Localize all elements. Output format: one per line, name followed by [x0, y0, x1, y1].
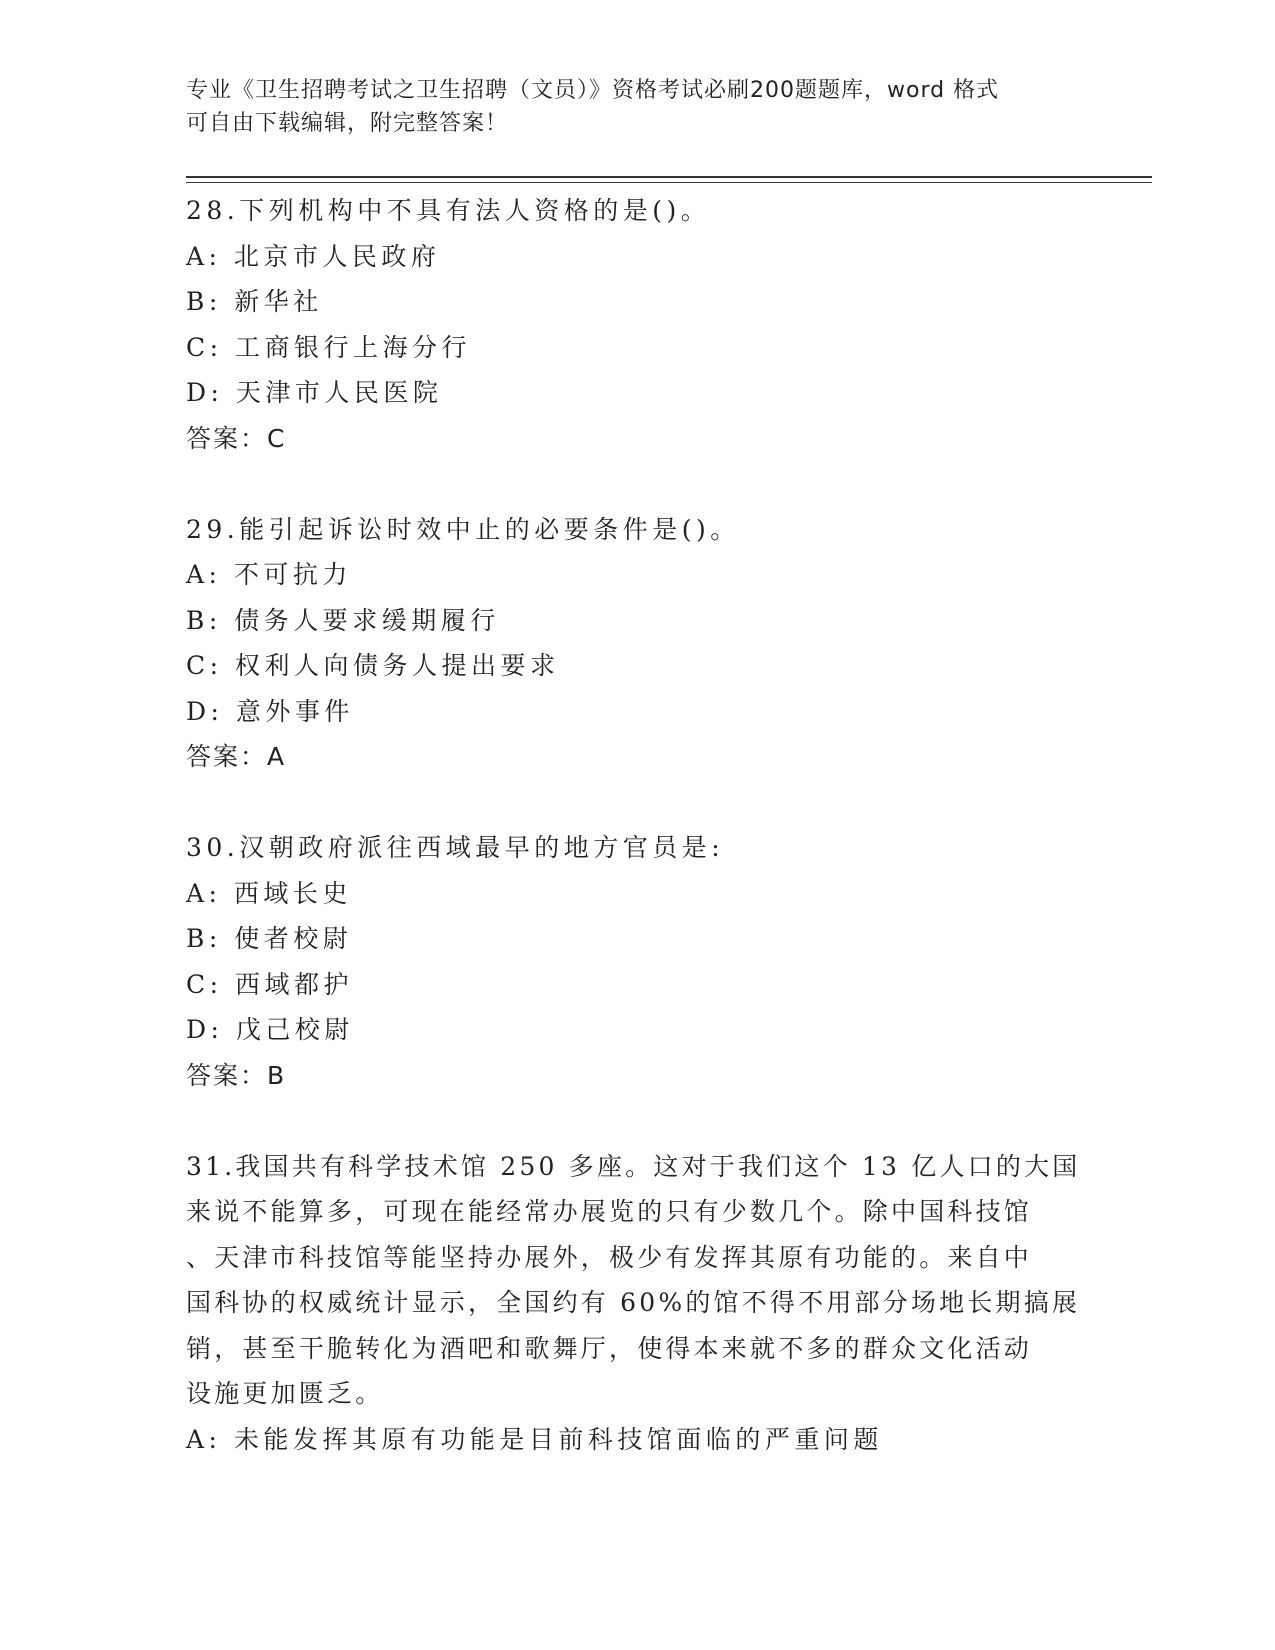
- option-c: C: 西域都护: [186, 969, 353, 999]
- answer: 答案：C: [186, 423, 287, 453]
- option-d: D: 戊己校尉: [186, 1015, 354, 1044]
- question-spacer: [186, 461, 1086, 507]
- question-stem: 30.汉朝政府派往西域最早的地方官员是:: [186, 833, 725, 862]
- option-c: C: 工商银行上海分行: [186, 332, 471, 362]
- stem-line-2: 来说不能算多，可现在能经常办展览的只有少数几个。除中国科技馆: [186, 1197, 1033, 1226]
- question-29: [186, 507, 1086, 780]
- question-list: [186, 188, 1086, 1462]
- question-stem: 28.下列机构中不具有法人资格的是()。: [186, 196, 711, 225]
- stem-line-1: 31.我国共有科学技术馆 250 多座。这对于我们这个 13 亿人口的大国: [186, 1151, 1081, 1181]
- question-stem: [186, 1144, 1086, 1417]
- option-a: A: 西域长史: [186, 878, 352, 908]
- header-divider-thick: [186, 176, 1152, 178]
- question-stem: 29.能引起诉讼时效中止的必要条件是()。: [186, 514, 740, 544]
- question-31: [186, 1144, 1086, 1463]
- answer: 答案：B: [186, 1060, 287, 1090]
- question-28: [186, 188, 1086, 461]
- header-line-1: 专业《卫生招聘考试之卫生招聘（文员）》资格考试必刷200题题库，word 格式: [186, 78, 1000, 103]
- option-b: B: 新华社: [186, 287, 323, 316]
- answer: 答案：A: [186, 742, 287, 771]
- question-spacer: [186, 1098, 1086, 1144]
- option-d: D: 天津市人民医院: [186, 378, 443, 407]
- option-a: A: 不可抗力: [186, 560, 352, 589]
- stem-line-6: 设施更加匮乏。: [186, 1379, 384, 1408]
- option-c: C: 权利人向债务人提出要求: [186, 651, 560, 680]
- question-spacer: [186, 780, 1086, 826]
- option-b: B: 债务人要求缓期履行: [186, 605, 500, 635]
- document-header: [186, 74, 1066, 140]
- stem-line-3: 、天津市科技馆等能坚持办展外，极少有发挥其原有功能的。来自中: [186, 1242, 1033, 1272]
- option-a: A: 北京市人民政府: [186, 241, 441, 271]
- header-line-2: 可自由下载编辑，附完整答案！: [186, 111, 509, 136]
- option-d: D: 意外事件: [186, 696, 354, 726]
- header-divider-thin: [186, 182, 1152, 183]
- stem-line-4: 国科协的权威统计显示，全国约有 60%的馆不得不用部分场地长期搞展: [186, 1288, 1081, 1317]
- option-b: B: 使者校尉: [186, 924, 353, 953]
- question-30: [186, 825, 1086, 1098]
- option-a: A: 未能发挥其原有功能是目前科技馆面临的严重问题: [186, 1424, 883, 1454]
- stem-line-5: 销，甚至干脆转化为酒吧和歌舞厅，使得本来就不多的群众文化活动: [186, 1333, 1033, 1363]
